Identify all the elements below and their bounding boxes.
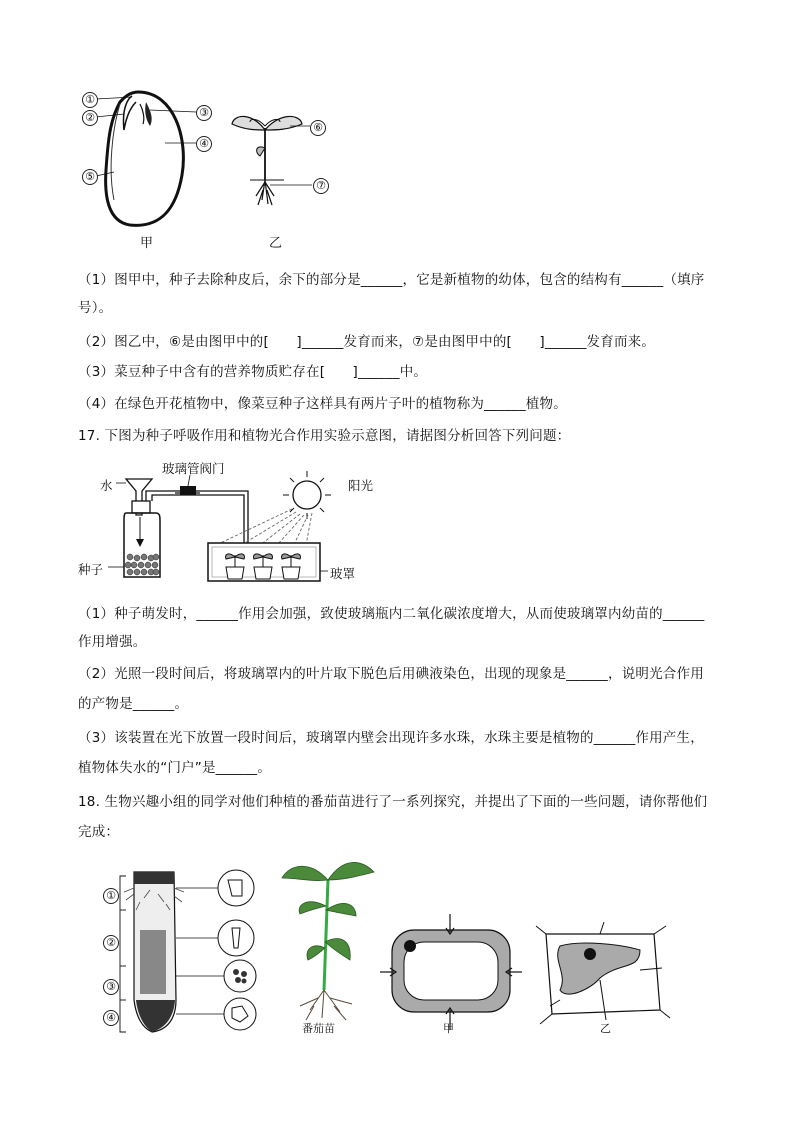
q17-part3-line1: （3）该装置在光下放置一段时间后，玻璃罩内壁会出现许多水珠，水珠主要是植物的______作用产生， bbox=[78, 730, 704, 746]
label-water: 水 bbox=[100, 478, 113, 493]
root-marker-3: ③ bbox=[103, 979, 119, 995]
marker-2: ② bbox=[82, 110, 98, 126]
marker-1: ① bbox=[82, 92, 98, 108]
q17-part2-line2: 的产物是______。 bbox=[78, 696, 189, 712]
q18-stem-line2: 完成： bbox=[78, 824, 120, 840]
caption-cell-yi: 乙 bbox=[600, 1022, 611, 1035]
marker-7: ⑦ bbox=[313, 178, 329, 194]
label-cover: 玻罩 bbox=[330, 566, 356, 581]
q17-part1-line1: （1）种子萌发时，______作用会加强，致使玻璃瓶内二氧化碳浓度增大，从而使玻璃罩内幼苗的______ bbox=[78, 606, 705, 622]
caption-tomato: 番茄苗 bbox=[302, 1022, 335, 1035]
q16-part2: （2）图乙中，⑥是由图甲中的[ ]______发育而来，⑦是由图甲中的[ ]______发育而来。 bbox=[78, 334, 656, 350]
marker-3: ③ bbox=[196, 105, 212, 121]
marker-5: ⑤ bbox=[82, 169, 98, 185]
q16-part1-line2: 号）。 bbox=[78, 300, 113, 316]
q18-stem-line1: 18. 生物兴趣小组的同学对他们种植的番茄苗进行了一系列探究，并提出了下面的一些问题，请你帮他们 bbox=[78, 794, 708, 810]
q17-part2-line1: （2）光照一段时间后，将玻璃罩内的叶片取下脱色后用碘液染色，出现的现象是______，说明光合作用 bbox=[78, 666, 704, 682]
q16-part4: （4）在绿色开花植物中，像菜豆种子这样具有两片子叶的植物称为______植物。 bbox=[78, 396, 567, 412]
q17-part1-line2: 作用增强。 bbox=[78, 634, 147, 650]
experiment-apparatus bbox=[0, 455, 794, 595]
root-marker-1: ① bbox=[103, 888, 119, 904]
root-marker-4: ④ bbox=[103, 1010, 119, 1026]
marker-4: ④ bbox=[196, 136, 212, 152]
root-tip-drawing bbox=[0, 850, 794, 1050]
bean-seed-drawing bbox=[0, 0, 794, 260]
label-seed: 种子 bbox=[78, 562, 104, 577]
caption-jia: 甲 bbox=[140, 236, 154, 251]
q17-part3-line2: 植物体失水的“门户”是______。 bbox=[78, 760, 272, 776]
caption-cell-jia: 甲 bbox=[443, 1022, 454, 1035]
q16-part1-line1: （1）图甲中，种子去除种皮后，余下的部分是______，它是新植物的幼体，包含的结构有______（填序 bbox=[78, 272, 705, 288]
label-sun: 阳光 bbox=[348, 478, 374, 493]
caption-yi: 乙 bbox=[269, 236, 283, 251]
q16-part3: （3）菜豆种子中含有的营养物质贮存在[ ]______中。 bbox=[78, 364, 428, 380]
q17-stem: 17. 下图为种子呼吸作用和植物光合作用实验示意图，请据图分析回答下列问题： bbox=[78, 428, 571, 444]
root-marker-2: ② bbox=[103, 935, 119, 951]
label-valve: 玻璃管阀门 bbox=[162, 461, 225, 476]
marker-6: ⑥ bbox=[310, 120, 326, 136]
